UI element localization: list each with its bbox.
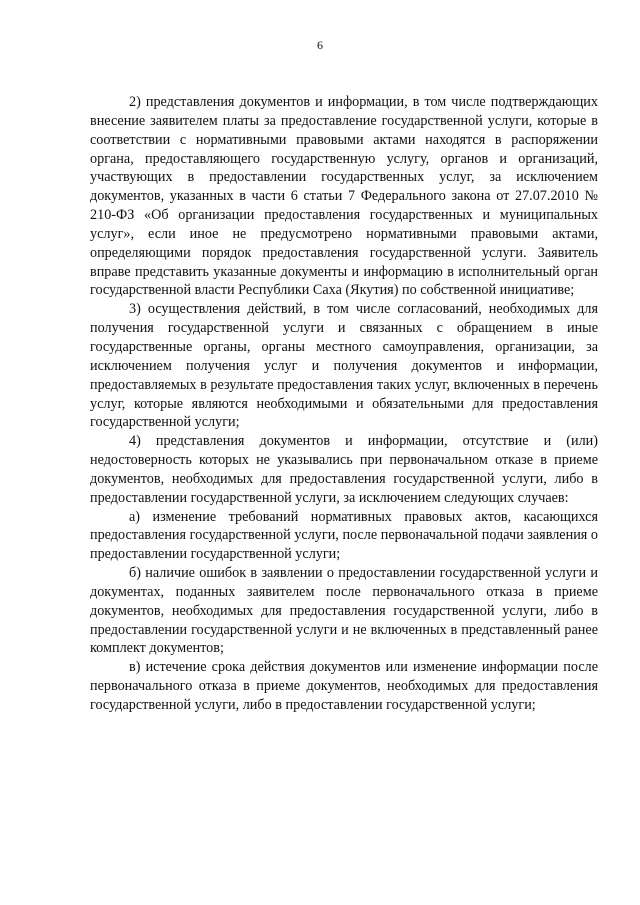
paragraph-subitem-b: б) наличие ошибок в заявлении о предоставлении государственной услуги и документах, поданных заявителем после первоначального отказа в приеме документов, необходимых для предоставления государственной услуги, либо в предоставлении государственной услуги и не включенных в представленный ранее комплект документов; <box>90 565 598 657</box>
page-number: 6 <box>317 38 323 52</box>
paragraph-item-2: 2) представления документов и информации, в том числе подтверждающих внесение заявителем платы за предоставление государственной услуги, которые в соответствии с нормативными правовыми актами находятся в распоряжении органа, предоставляющего государственную услугу, органов и организаций, участвующих в предоставлении государственных услуг, за исключением документов, указанных в части 6 статьи 7 Федерального закона от 27.07.2010 № 210-ФЗ «Об организации предоставления государственных и муниципальных услуг», если иное не предусмотрено нормативными правовыми актами, определяющими порядок предоставления государственной услуги. Заявитель вправе представить указанные документы и информацию в исполнительный орган государственной власти Республики Саха (Якутия) по собственной инициативе; <box>90 94 598 299</box>
paragraph-subitem-v: в) истечение срока действия документов или изменение информации после первоначального отказа в приеме документов, необходимых для предоставления государственной услуги, либо в предоставлении государственной услуги; <box>90 659 598 713</box>
paragraph-subitem-a: а) изменение требований нормативных правовых актов, касающихся предоставления государственной услуги, после первоначальной подачи заявления о предоставлении государственной услуги; <box>90 508 598 563</box>
paragraph-item-4: 4) представления документов и информации, отсутствие и (или) недостоверность которых не указывались при первоначальном отказе в приеме документов, необходимых для предоставления государственной услуги, либо в предоставлении государственной услуги, за исключением следующих случаев: <box>90 433 598 506</box>
paragraph-item-3: 3) осуществления действий, в том числе согласований, необходимых для получения государственной услуги и связанных с обращением в иные государственные органы, органы местного самоуправления, организации, за исключением получения услуг и получения документов и информации, предоставляемых в результате предоставления таких услуг, включенных в перечень услуг, которые являются необходимыми и обязательными для предоставления государственной услуги; <box>90 301 598 431</box>
document-body <box>90 93 598 715</box>
